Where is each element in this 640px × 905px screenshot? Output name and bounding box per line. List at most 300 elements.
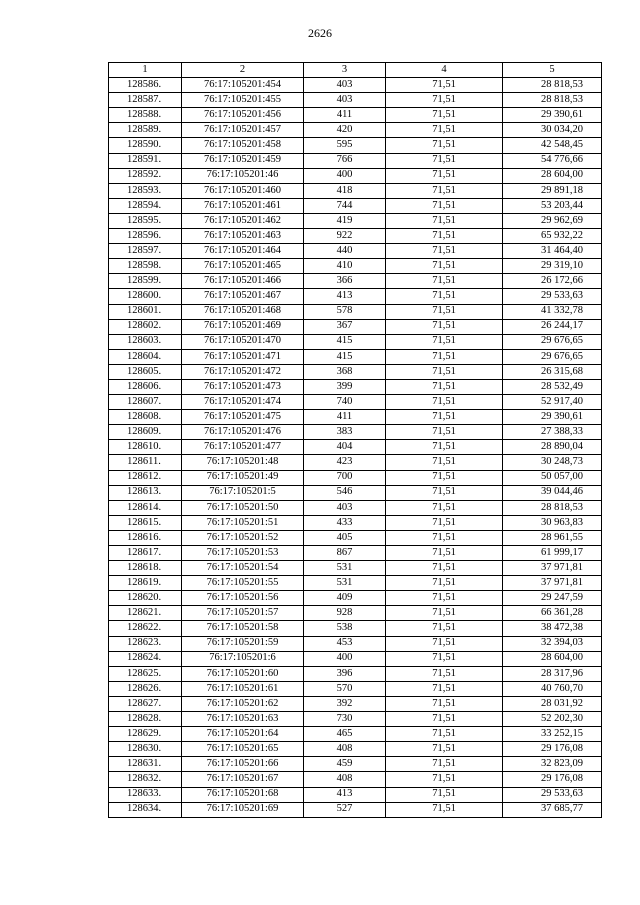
cadastral-number-cell: 76:17:105201:474 (182, 395, 304, 410)
row-number-cell: 128634. (109, 802, 182, 817)
cadastral-number-cell: 76:17:105201:52 (182, 530, 304, 545)
rate-cell: 71,51 (386, 379, 503, 394)
cadastral-number-cell: 76:17:105201:69 (182, 802, 304, 817)
data-table (108, 62, 602, 818)
area-cell: 403 (304, 93, 386, 108)
row-number-cell: 128613. (109, 485, 182, 500)
rate-cell: 71,51 (386, 561, 503, 576)
amount-cell: 28 818,53 (503, 500, 602, 515)
amount-cell: 53 203,44 (503, 198, 602, 213)
table-row (109, 229, 602, 244)
table-row (109, 636, 602, 651)
table-row (109, 379, 602, 394)
row-number-cell: 128623. (109, 636, 182, 651)
area-cell: 413 (304, 787, 386, 802)
table-row (109, 153, 602, 168)
table-row (109, 213, 602, 228)
area-cell: 433 (304, 515, 386, 530)
cadastral-number-cell: 76:17:105201:49 (182, 470, 304, 485)
area-cell: 922 (304, 229, 386, 244)
amount-cell: 26 172,66 (503, 274, 602, 289)
row-number-cell: 128618. (109, 561, 182, 576)
table-row (109, 621, 602, 636)
row-number-cell: 128629. (109, 727, 182, 742)
rate-cell: 71,51 (386, 530, 503, 545)
column-header-1: 1 (109, 63, 182, 78)
table-row (109, 530, 602, 545)
row-number-cell: 128628. (109, 712, 182, 727)
rate-cell: 71,51 (386, 425, 503, 440)
area-cell: 570 (304, 681, 386, 696)
rate-cell: 71,51 (386, 168, 503, 183)
table-row (109, 681, 602, 696)
column-header-3: 3 (304, 63, 386, 78)
table-row (109, 712, 602, 727)
table-row (109, 108, 602, 123)
amount-cell: 29 390,61 (503, 108, 602, 123)
rate-cell: 71,51 (386, 485, 503, 500)
amount-cell: 28 604,00 (503, 651, 602, 666)
rate-cell: 71,51 (386, 395, 503, 410)
rate-cell: 71,51 (386, 123, 503, 138)
row-number-cell: 128621. (109, 606, 182, 621)
row-number-cell: 128604. (109, 349, 182, 364)
area-cell: 411 (304, 410, 386, 425)
column-header-4: 4 (386, 63, 503, 78)
cadastral-number-cell: 76:17:105201:53 (182, 546, 304, 561)
amount-cell: 28 818,53 (503, 78, 602, 93)
amount-cell: 52 202,30 (503, 712, 602, 727)
table-body (109, 78, 602, 818)
rate-cell: 71,51 (386, 651, 503, 666)
cadastral-number-cell: 76:17:105201:48 (182, 455, 304, 470)
row-number-cell: 128608. (109, 410, 182, 425)
row-number-cell: 128609. (109, 425, 182, 440)
row-number-cell: 128599. (109, 274, 182, 289)
area-cell: 459 (304, 757, 386, 772)
rate-cell: 71,51 (386, 274, 503, 289)
table-row (109, 576, 602, 591)
row-number-cell: 128620. (109, 591, 182, 606)
cadastral-number-cell: 76:17:105201:476 (182, 425, 304, 440)
page-number: 2626 (308, 26, 332, 40)
table-header-row (109, 63, 602, 78)
amount-cell: 28 818,53 (503, 93, 602, 108)
row-number-cell: 128614. (109, 500, 182, 515)
area-cell: 410 (304, 259, 386, 274)
area-cell: 405 (304, 530, 386, 545)
rate-cell: 71,51 (386, 108, 503, 123)
rate-cell: 71,51 (386, 636, 503, 651)
area-cell: 730 (304, 712, 386, 727)
amount-cell: 32 394,03 (503, 636, 602, 651)
table-row (109, 274, 602, 289)
rate-cell: 71,51 (386, 455, 503, 470)
table-row (109, 606, 602, 621)
amount-cell: 29 962,69 (503, 213, 602, 228)
amount-cell: 28 031,92 (503, 696, 602, 711)
row-number-cell: 128612. (109, 470, 182, 485)
area-cell: 867 (304, 546, 386, 561)
area-cell: 367 (304, 319, 386, 334)
amount-cell: 28 317,96 (503, 666, 602, 681)
table-row (109, 123, 602, 138)
row-number-cell: 128601. (109, 304, 182, 319)
table-row (109, 259, 602, 274)
row-number-cell: 128627. (109, 696, 182, 711)
area-cell: 453 (304, 636, 386, 651)
cadastral-number-cell: 76:17:105201:462 (182, 213, 304, 228)
rate-cell: 71,51 (386, 787, 503, 802)
rate-cell: 71,51 (386, 802, 503, 817)
area-cell: 409 (304, 591, 386, 606)
amount-cell: 29 319,10 (503, 259, 602, 274)
amount-cell: 28 604,00 (503, 168, 602, 183)
cadastral-number-cell: 76:17:105201:472 (182, 364, 304, 379)
row-number-cell: 128606. (109, 379, 182, 394)
area-cell: 578 (304, 304, 386, 319)
row-number-cell: 128632. (109, 772, 182, 787)
cadastral-number-cell: 76:17:105201:61 (182, 681, 304, 696)
rate-cell: 71,51 (386, 334, 503, 349)
rate-cell: 71,51 (386, 153, 503, 168)
rate-cell: 71,51 (386, 515, 503, 530)
row-number-cell: 128594. (109, 198, 182, 213)
table-row (109, 78, 602, 93)
area-cell: 531 (304, 561, 386, 576)
amount-cell: 31 464,40 (503, 244, 602, 259)
area-cell: 399 (304, 379, 386, 394)
row-number-cell: 128619. (109, 576, 182, 591)
area-cell: 403 (304, 500, 386, 515)
area-cell: 411 (304, 108, 386, 123)
area-cell: 415 (304, 349, 386, 364)
table-row (109, 727, 602, 742)
cadastral-number-cell: 76:17:105201:46 (182, 168, 304, 183)
rate-cell: 71,51 (386, 138, 503, 153)
rate-cell: 71,51 (386, 470, 503, 485)
area-cell: 465 (304, 727, 386, 742)
row-number-cell: 128598. (109, 259, 182, 274)
row-number-cell: 128626. (109, 681, 182, 696)
table-row (109, 757, 602, 772)
cadastral-number-cell: 76:17:105201:457 (182, 123, 304, 138)
table-row (109, 666, 602, 681)
row-number-cell: 128631. (109, 757, 182, 772)
rate-cell: 71,51 (386, 696, 503, 711)
table-row (109, 183, 602, 198)
table-row (109, 198, 602, 213)
rate-cell: 71,51 (386, 229, 503, 244)
column-header-5: 5 (503, 63, 602, 78)
area-cell: 440 (304, 244, 386, 259)
table-row (109, 425, 602, 440)
area-cell: 413 (304, 289, 386, 304)
cadastral-number-cell: 76:17:105201:5 (182, 485, 304, 500)
area-cell: 408 (304, 772, 386, 787)
cadastral-number-cell: 76:17:105201:57 (182, 606, 304, 621)
amount-cell: 30 963,83 (503, 515, 602, 530)
table-row (109, 334, 602, 349)
amount-cell: 39 044,46 (503, 485, 602, 500)
table-row (109, 802, 602, 817)
area-cell: 403 (304, 78, 386, 93)
table-row (109, 440, 602, 455)
cadastral-number-cell: 76:17:105201:469 (182, 319, 304, 334)
amount-cell: 29 676,65 (503, 334, 602, 349)
cadastral-number-cell: 76:17:105201:65 (182, 742, 304, 757)
cadastral-number-cell: 76:17:105201:58 (182, 621, 304, 636)
table-row (109, 696, 602, 711)
rate-cell: 71,51 (386, 712, 503, 727)
row-number-cell: 128590. (109, 138, 182, 153)
rate-cell: 71,51 (386, 198, 503, 213)
rate-cell: 71,51 (386, 349, 503, 364)
area-cell: 700 (304, 470, 386, 485)
amount-cell: 38 472,38 (503, 621, 602, 636)
row-number-cell: 128625. (109, 666, 182, 681)
table-row (109, 349, 602, 364)
cadastral-number-cell: 76:17:105201:56 (182, 591, 304, 606)
amount-cell: 66 361,28 (503, 606, 602, 621)
cadastral-number-cell: 76:17:105201:455 (182, 93, 304, 108)
cadastral-number-cell: 76:17:105201:473 (182, 379, 304, 394)
area-cell: 531 (304, 576, 386, 591)
row-number-cell: 128597. (109, 244, 182, 259)
cadastral-number-cell: 76:17:105201:67 (182, 772, 304, 787)
rate-cell: 71,51 (386, 757, 503, 772)
area-cell: 418 (304, 183, 386, 198)
table-row (109, 168, 602, 183)
amount-cell: 54 776,66 (503, 153, 602, 168)
row-number-cell: 128600. (109, 289, 182, 304)
area-cell: 740 (304, 395, 386, 410)
row-number-cell: 128589. (109, 123, 182, 138)
amount-cell: 40 760,70 (503, 681, 602, 696)
cadastral-number-cell: 76:17:105201:458 (182, 138, 304, 153)
amount-cell: 30 034,20 (503, 123, 602, 138)
area-cell: 527 (304, 802, 386, 817)
row-number-cell: 128591. (109, 153, 182, 168)
rate-cell: 71,51 (386, 591, 503, 606)
area-cell: 408 (304, 742, 386, 757)
row-number-cell: 128610. (109, 440, 182, 455)
row-number-cell: 128587. (109, 93, 182, 108)
area-cell: 766 (304, 153, 386, 168)
row-number-cell: 128633. (109, 787, 182, 802)
rate-cell: 71,51 (386, 93, 503, 108)
rate-cell: 71,51 (386, 78, 503, 93)
area-cell: 366 (304, 274, 386, 289)
cadastral-number-cell: 76:17:105201:475 (182, 410, 304, 425)
rate-cell: 71,51 (386, 727, 503, 742)
amount-cell: 26 244,17 (503, 319, 602, 334)
table-row (109, 304, 602, 319)
row-number-cell: 128588. (109, 108, 182, 123)
table-row (109, 787, 602, 802)
table-row (109, 289, 602, 304)
rate-cell: 71,51 (386, 440, 503, 455)
cadastral-number-cell: 76:17:105201:459 (182, 153, 304, 168)
cadastral-number-cell: 76:17:105201:468 (182, 304, 304, 319)
rate-cell: 71,51 (386, 606, 503, 621)
amount-cell: 28 532,49 (503, 379, 602, 394)
table-row (109, 364, 602, 379)
amount-cell: 42 548,45 (503, 138, 602, 153)
row-number-cell: 128596. (109, 229, 182, 244)
row-number-cell: 128617. (109, 546, 182, 561)
cadastral-number-cell: 76:17:105201:66 (182, 757, 304, 772)
row-number-cell: 128592. (109, 168, 182, 183)
table-row (109, 500, 602, 515)
area-cell: 404 (304, 440, 386, 455)
cadastral-number-cell: 76:17:105201:50 (182, 500, 304, 515)
cadastral-number-cell: 76:17:105201:54 (182, 561, 304, 576)
area-cell: 546 (304, 485, 386, 500)
area-cell: 383 (304, 425, 386, 440)
area-cell: 744 (304, 198, 386, 213)
cadastral-number-cell: 76:17:105201:456 (182, 108, 304, 123)
area-cell: 423 (304, 455, 386, 470)
cadastral-number-cell: 76:17:105201:470 (182, 334, 304, 349)
area-cell: 396 (304, 666, 386, 681)
table-row (109, 138, 602, 153)
table-row (109, 742, 602, 757)
amount-cell: 29 176,08 (503, 772, 602, 787)
amount-cell: 32 823,09 (503, 757, 602, 772)
row-number-cell: 128593. (109, 183, 182, 198)
cadastral-number-cell: 76:17:105201:62 (182, 696, 304, 711)
amount-cell: 28 961,55 (503, 530, 602, 545)
amount-cell: 29 247,59 (503, 591, 602, 606)
cadastral-number-cell: 76:17:105201:68 (182, 787, 304, 802)
rate-cell: 71,51 (386, 289, 503, 304)
amount-cell: 37 971,81 (503, 561, 602, 576)
row-number-cell: 128586. (109, 78, 182, 93)
row-number-cell: 128605. (109, 364, 182, 379)
row-number-cell: 128595. (109, 213, 182, 228)
rate-cell: 71,51 (386, 500, 503, 515)
cadastral-number-cell: 76:17:105201:466 (182, 274, 304, 289)
amount-cell: 33 252,15 (503, 727, 602, 742)
table-row (109, 410, 602, 425)
table-row (109, 546, 602, 561)
amount-cell: 37 685,77 (503, 802, 602, 817)
cadastral-number-cell: 76:17:105201:6 (182, 651, 304, 666)
table-row (109, 561, 602, 576)
cadastral-number-cell: 76:17:105201:461 (182, 198, 304, 213)
row-number-cell: 128630. (109, 742, 182, 757)
area-cell: 392 (304, 696, 386, 711)
table-row (109, 772, 602, 787)
cadastral-number-cell: 76:17:105201:60 (182, 666, 304, 681)
rate-cell: 71,51 (386, 621, 503, 636)
cadastral-number-cell: 76:17:105201:51 (182, 515, 304, 530)
amount-cell: 28 890,04 (503, 440, 602, 455)
rate-cell: 71,51 (386, 546, 503, 561)
rate-cell: 71,51 (386, 183, 503, 198)
table-row (109, 515, 602, 530)
column-header-2: 2 (182, 63, 304, 78)
amount-cell: 29 176,08 (503, 742, 602, 757)
area-cell: 928 (304, 606, 386, 621)
row-number-cell: 128603. (109, 334, 182, 349)
cadastral-number-cell: 76:17:105201:63 (182, 712, 304, 727)
row-number-cell: 128607. (109, 395, 182, 410)
cadastral-number-cell: 76:17:105201:64 (182, 727, 304, 742)
amount-cell: 29 533,63 (503, 787, 602, 802)
amount-cell: 61 999,17 (503, 546, 602, 561)
table-row (109, 651, 602, 666)
area-cell: 400 (304, 168, 386, 183)
amount-cell: 26 315,68 (503, 364, 602, 379)
area-cell: 419 (304, 213, 386, 228)
area-cell: 538 (304, 621, 386, 636)
amount-cell: 29 891,18 (503, 183, 602, 198)
area-cell: 400 (304, 651, 386, 666)
table-row (109, 470, 602, 485)
table-row (109, 485, 602, 500)
amount-cell: 29 390,61 (503, 410, 602, 425)
amount-cell: 29 676,65 (503, 349, 602, 364)
area-cell: 368 (304, 364, 386, 379)
amount-cell: 50 057,00 (503, 470, 602, 485)
rate-cell: 71,51 (386, 666, 503, 681)
row-number-cell: 128616. (109, 530, 182, 545)
rate-cell: 71,51 (386, 576, 503, 591)
amount-cell: 41 332,78 (503, 304, 602, 319)
area-cell: 415 (304, 334, 386, 349)
area-cell: 420 (304, 123, 386, 138)
rate-cell: 71,51 (386, 319, 503, 334)
rate-cell: 71,51 (386, 244, 503, 259)
row-number-cell: 128611. (109, 455, 182, 470)
rate-cell: 71,51 (386, 772, 503, 787)
cadastral-number-cell: 76:17:105201:477 (182, 440, 304, 455)
cadastral-number-cell: 76:17:105201:463 (182, 229, 304, 244)
row-number-cell: 128615. (109, 515, 182, 530)
row-number-cell: 128624. (109, 651, 182, 666)
amount-cell: 27 388,33 (503, 425, 602, 440)
amount-cell: 52 917,40 (503, 395, 602, 410)
table-row (109, 93, 602, 108)
amount-cell: 37 971,81 (503, 576, 602, 591)
cadastral-number-cell: 76:17:105201:59 (182, 636, 304, 651)
cadastral-number-cell: 76:17:105201:467 (182, 289, 304, 304)
cadastral-number-cell: 76:17:105201:55 (182, 576, 304, 591)
row-number-cell: 128622. (109, 621, 182, 636)
rate-cell: 71,51 (386, 364, 503, 379)
cadastral-number-cell: 76:17:105201:460 (182, 183, 304, 198)
cadastral-number-cell: 76:17:105201:464 (182, 244, 304, 259)
area-cell: 595 (304, 138, 386, 153)
rate-cell: 71,51 (386, 742, 503, 757)
cadastral-number-cell: 76:17:105201:465 (182, 259, 304, 274)
amount-cell: 65 932,22 (503, 229, 602, 244)
table-row (109, 591, 602, 606)
table-row (109, 244, 602, 259)
rate-cell: 71,51 (386, 410, 503, 425)
amount-cell: 30 248,73 (503, 455, 602, 470)
rate-cell: 71,51 (386, 213, 503, 228)
cadastral-number-cell: 76:17:105201:471 (182, 349, 304, 364)
rate-cell: 71,51 (386, 304, 503, 319)
row-number-cell: 128602. (109, 319, 182, 334)
rate-cell: 71,51 (386, 681, 503, 696)
rate-cell: 71,51 (386, 259, 503, 274)
table-row (109, 395, 602, 410)
amount-cell: 29 533,63 (503, 289, 602, 304)
